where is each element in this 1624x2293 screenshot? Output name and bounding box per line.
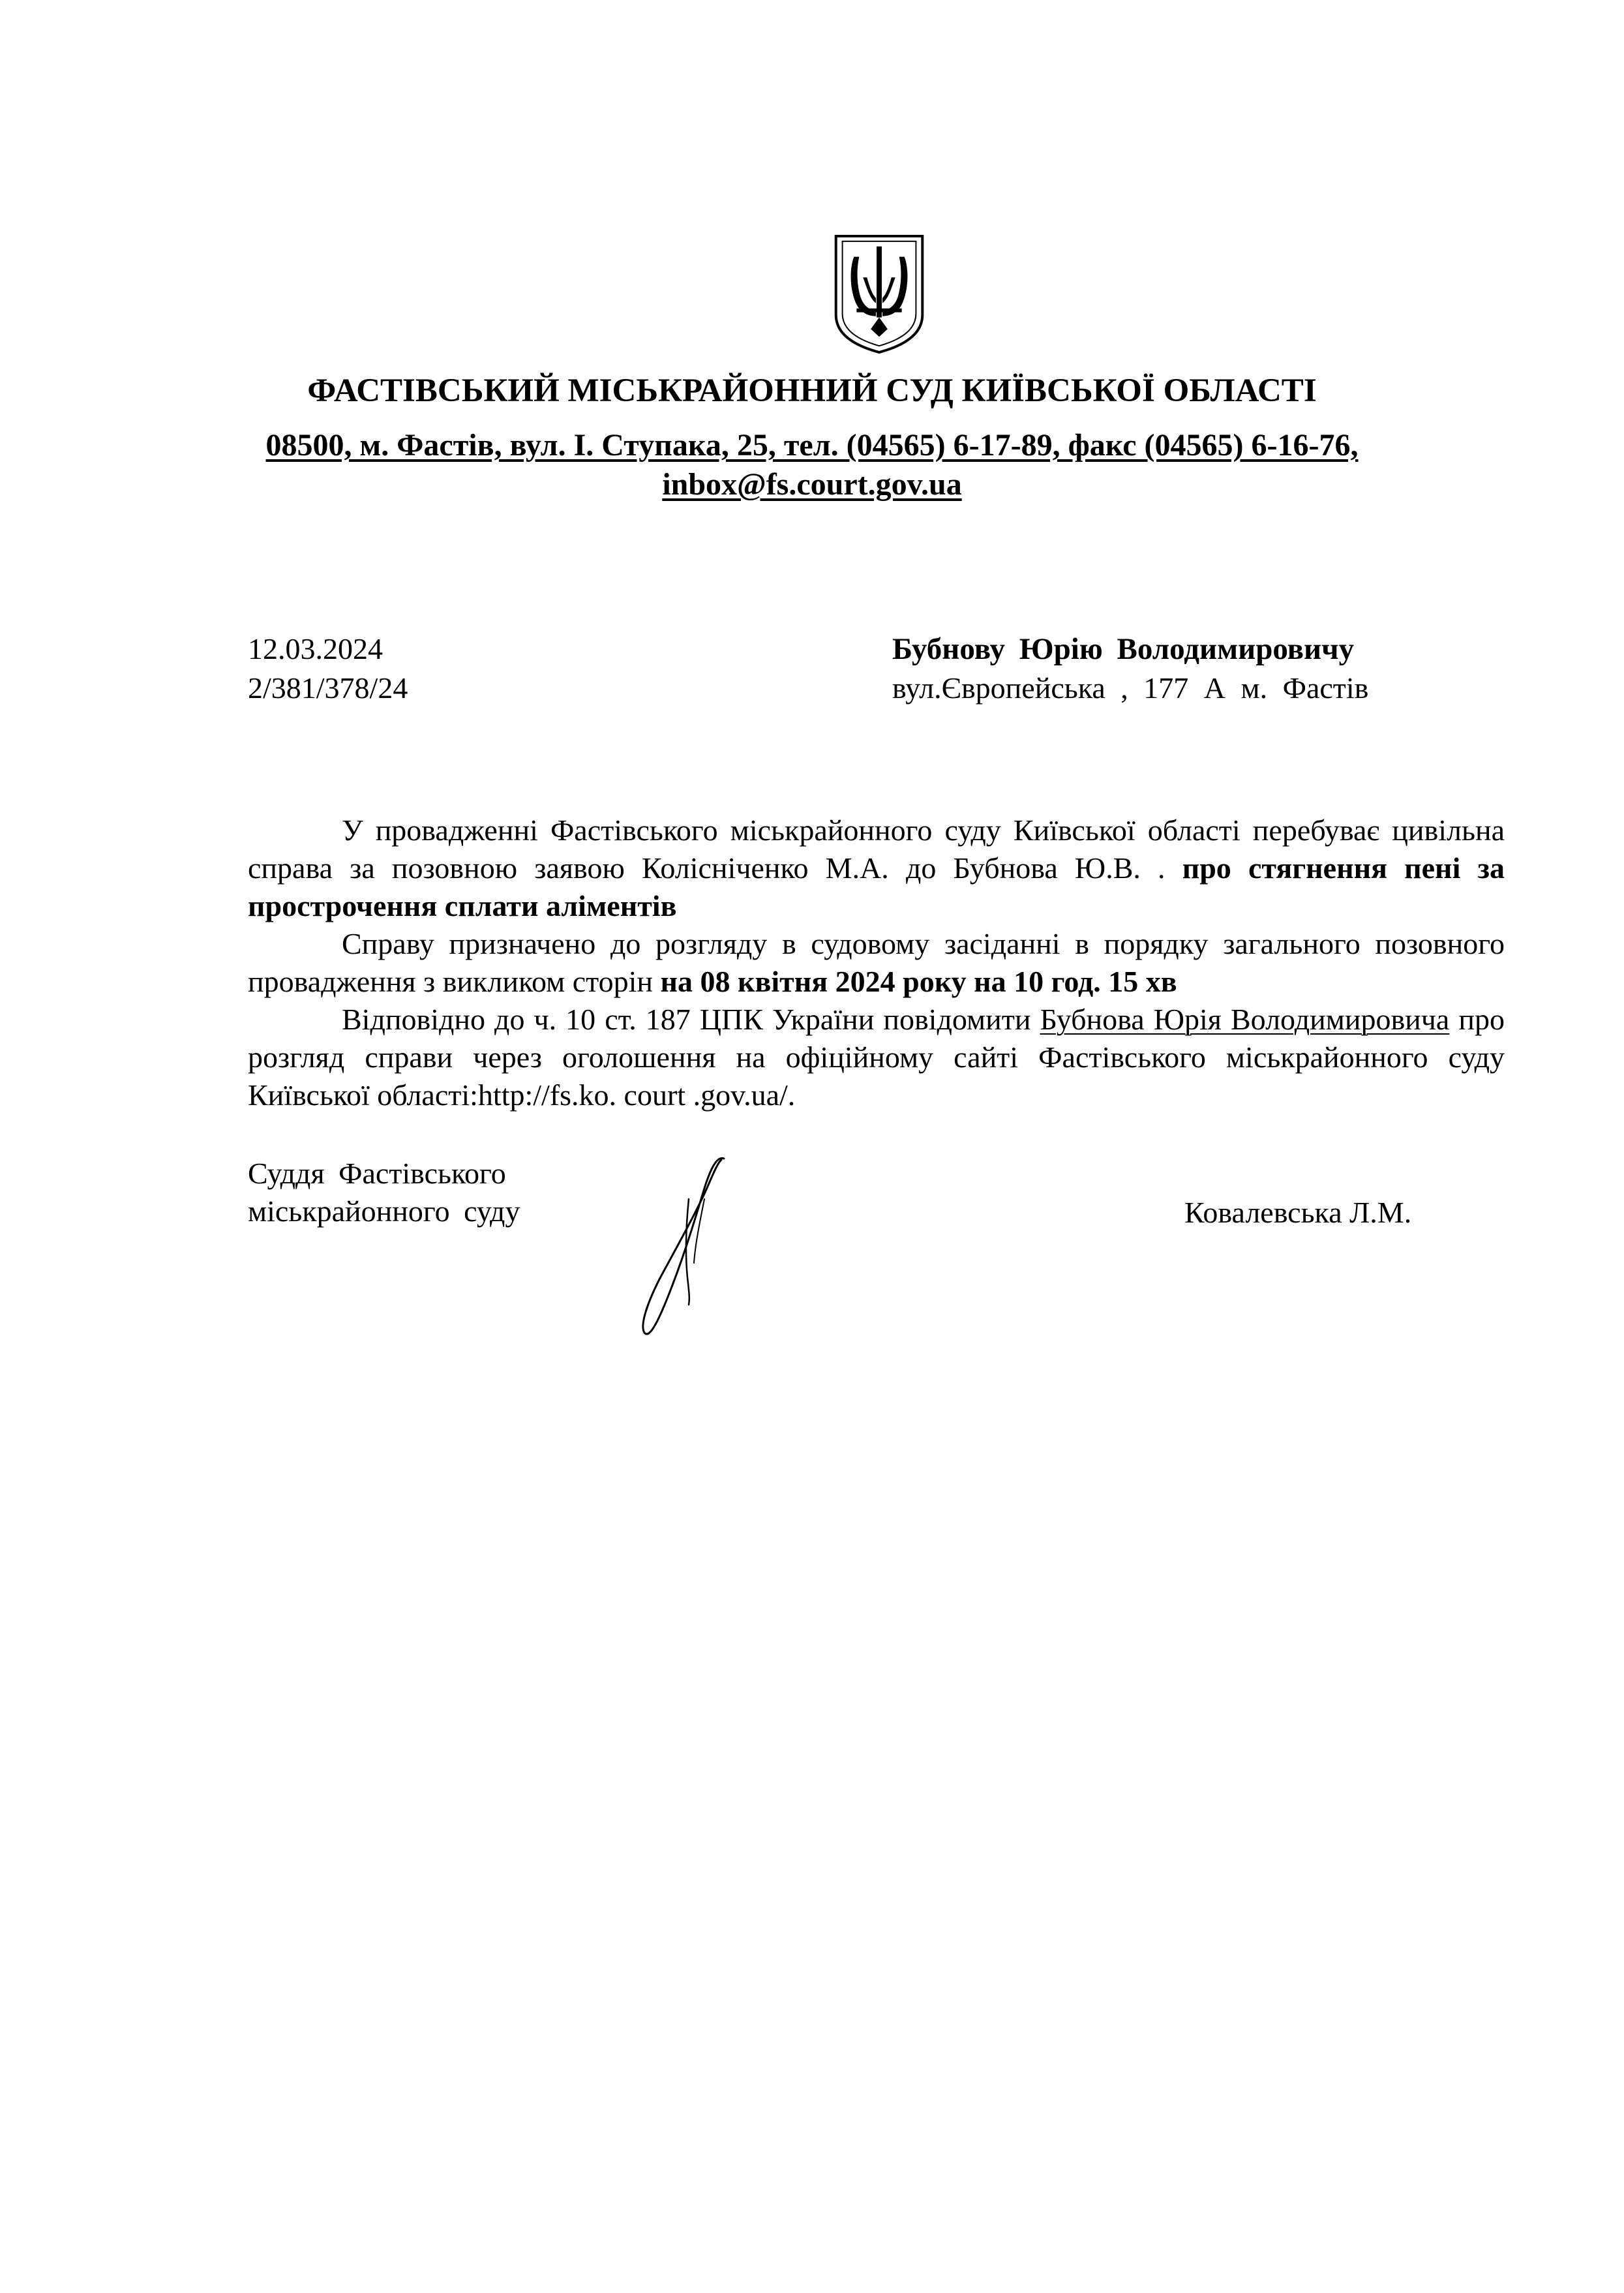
letter-body — [248, 812, 1505, 1114]
body-paragraph-2 — [248, 925, 1505, 1001]
p3-before-text: Відповідно до ч. 10 ст. 187 ЦПК України повідомити — [342, 1003, 1031, 1036]
addressee-name: Бубнову Юрію Володимировичу — [892, 632, 1355, 666]
court-email — [0, 464, 1624, 505]
letter-date: 12.03.2024 — [248, 632, 383, 665]
court-name-heading: ФАСТІВСЬКИЙ МІСЬКРАЙОННИЙ СУД КИЇВСЬКОЇ ОБЛАСТІ — [307, 372, 1317, 409]
handwritten-signature — [626, 1153, 744, 1343]
hearing-date-text: на 08 квітня 2024 року на 10 год. 15 хв — [660, 965, 1177, 998]
body-paragraph-3 — [248, 1001, 1505, 1114]
p1-bold-text: про стягнення пені за прострочення сплати аліментів — [248, 851, 1505, 922]
p2-plain-text: Справу призначено до розгляду в судовому засіданні в порядку загального позовного провадження з викликом сторін — [248, 927, 1505, 998]
court-address-text: 08500, м. Фастів, вул. І. Ступака, 25, тел. (04565) 6-17-89, факс (04565) 6-16-76, — [265, 428, 1359, 463]
coat-of-arms-icon — [830, 232, 929, 355]
judge-title-line-2: міськрайонного суду — [248, 1194, 520, 1228]
judge-title — [248, 1155, 520, 1230]
p3-underlined-name: Бубнова Юрія Володимировича — [1040, 1003, 1450, 1036]
body-paragraph-1 — [248, 812, 1505, 925]
judge-title-line-1: Суддя Фастівського — [248, 1157, 506, 1190]
p1-plain-text: У провадженні Фастівського міськрайонного суду Київської області перебуває цивільна справа за позовною заявою Колісніченко М.А. до Бубнова Ю.В. . — [248, 813, 1505, 885]
court-address — [0, 425, 1624, 466]
judge-name: Ковалевська Л.М. — [1184, 1196, 1412, 1229]
court-email-text: inbox@fs.court.gov.ua — [662, 467, 962, 502]
p3-after-text: про розгляд справи через оголошення на офіційному сайті Фастівського міськрайонного суду Київської області:http://fs.ko. court .gov.ua/. — [248, 1003, 1505, 1112]
addressee-street: вул.Європейська , 177 А м. Фастів — [892, 671, 1369, 705]
reference-number: 2/381/378/24 — [248, 671, 408, 705]
